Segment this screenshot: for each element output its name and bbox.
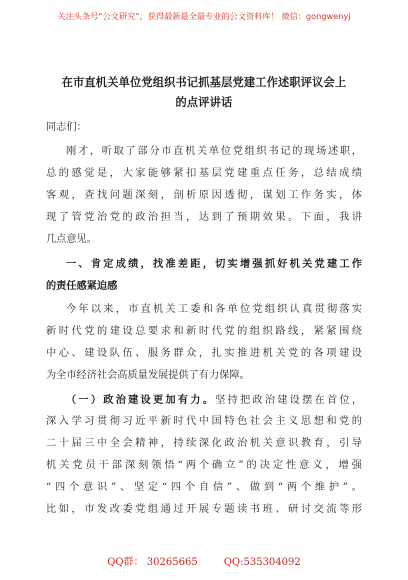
document-title-line-1: 在市直机关单位党组织书记抓基层党建工作述职评议会上 (61, 75, 347, 89)
subsection-label: （一）政治建设更加有力。 (66, 394, 216, 406)
subsection-text: 坚持把政治建设摆在首位， (215, 395, 362, 406)
section-heading-line: 的责任感紧迫感 (46, 280, 118, 292)
salutation: 同志们： (46, 122, 87, 133)
paragraph-line: 比如，市发改委党组通过开展专题读书班、研讨交流等形 (46, 504, 362, 515)
section-heading-line: 一、肯定成绩，找准差距，切实增强抓好机关党建工作 (66, 258, 362, 270)
paragraph-line: 新时代党的建设总要求和新时代党的组织路线，紧紧围绕 (46, 326, 362, 337)
subsection-line (46, 393, 362, 408)
footer-qq-contact: QQ:535304092 (223, 557, 301, 568)
paragraph-line: 现了管党治党的政治担当，达到了预期效果。下面，我讲 (46, 212, 362, 223)
paragraph-line: 几点意见。 (46, 234, 97, 245)
paragraph-line: 刚才，听取了部分市直机关单位党组织书记的现场述职， (66, 146, 362, 157)
document-title-line-2: 的点评讲话 (175, 95, 233, 109)
paragraph-line: 今年以来，市直机关工委和各单位党组织认真贯彻落实 (66, 304, 362, 315)
footer-contact-bar (0, 553, 408, 568)
paragraph-line: “四个意识”、坚定“四个自信”、做到“两个维护”。 (46, 482, 362, 493)
paragraph-line: 为全市经济社会高质量发展提供了有力保障。 (46, 370, 250, 381)
paragraph-line: 二十届三中全会精神，持续深化政治机关意识教育，引导 (46, 438, 362, 449)
top-banner: 关注头条号“公文研究”，获得最新最全最专业的公文资料库！ 微信：gongwenyj (57, 11, 351, 21)
paragraph-line: 客观，查找问题深刻，剖析原因透彻，谋划工作务实，体 (46, 190, 362, 201)
paragraph-line: 深入学习贯彻习近平新时代中国特色社会主义思想和党的 (46, 416, 362, 427)
paragraph-line: 总的感觉是，大家能够紧扣基层党建重点任务，总结成绩 (46, 168, 362, 179)
footer-qq-group: QQ群： 30265665 (107, 557, 198, 568)
paragraph-line: 机关党员干部深刻领悟“两个确立”的决定性意义，增强 (46, 460, 362, 471)
paragraph-line: 中心、建设队伍、服务群众，扎实推进机关党的各项建设 (46, 348, 362, 359)
